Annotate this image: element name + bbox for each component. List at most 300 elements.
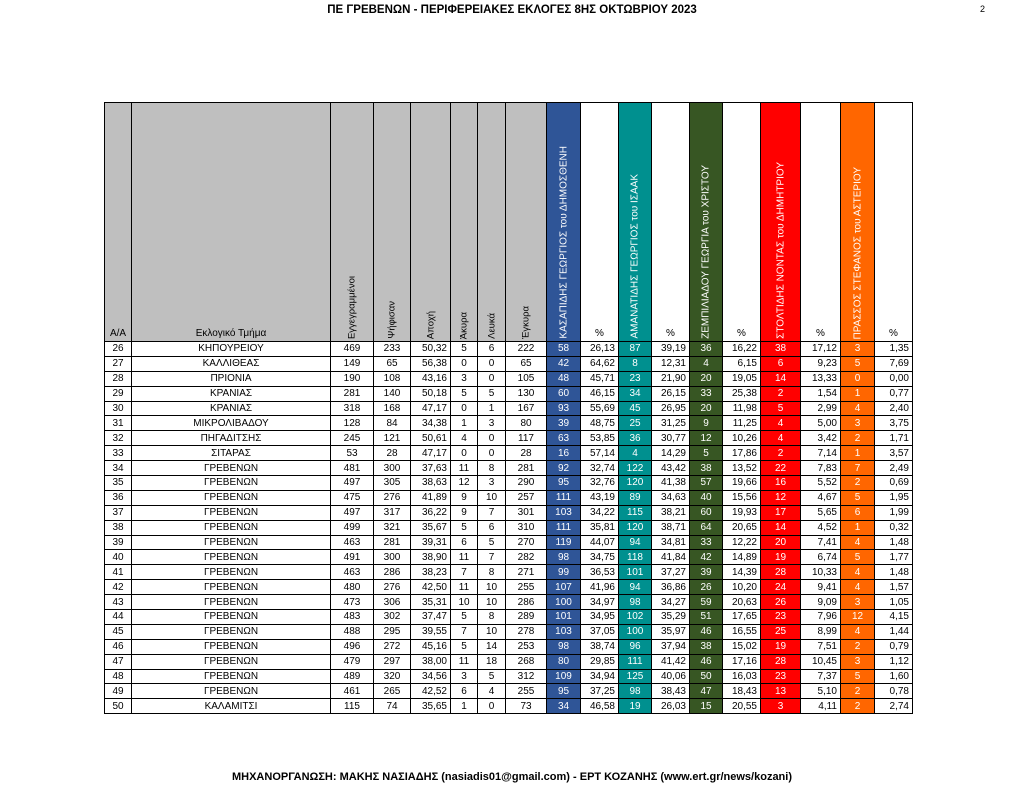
table-cell: 10 — [478, 595, 506, 610]
table-cell: 461 — [331, 684, 374, 699]
district-header: Εκλογικό Τμήμα — [132, 103, 331, 342]
candidate-4-header: ΣΤΟΛΤΙΔΗΣ ΝΟΝΤΑΣ του ΔΗΜΗΤΡΙΟΥ — [761, 103, 801, 342]
candidate-percent-cell: 2,74 — [875, 699, 913, 714]
candidate-percent-cell: 38,71 — [652, 520, 690, 535]
candidate-votes-cell: 16 — [547, 446, 581, 461]
candidate-votes-cell: 98 — [547, 550, 581, 565]
row-number-cell: 27 — [105, 356, 132, 371]
candidate-votes-cell: 24 — [761, 580, 801, 595]
candidate-percent-cell: 9,41 — [801, 580, 841, 595]
candidate-votes-cell: 25 — [619, 416, 652, 431]
row-number-cell: 32 — [105, 431, 132, 446]
candidate-votes-cell: 42 — [547, 356, 581, 371]
table-cell: 7 — [478, 550, 506, 565]
candidate-percent-cell: 48,75 — [581, 416, 619, 431]
table-row — [105, 505, 913, 520]
candidate-votes-cell: 111 — [547, 520, 581, 535]
table-cell: 38,63 — [411, 476, 451, 491]
district-cell: ΓΡΕΒΕΝΩΝ — [132, 565, 331, 580]
candidate-1-header: ΚΑΣΑΠΙΔΗΣ ΓΕΩΡΓΙΟΣ του ΔΗΜΟΣΘΕΝΗ — [547, 103, 581, 342]
candidate-votes-cell: 26 — [761, 595, 801, 610]
candidate-votes-cell: 46 — [690, 624, 723, 639]
candidate-votes-cell: 19 — [619, 699, 652, 714]
table-cell: 168 — [374, 401, 411, 416]
candidate-votes-cell: 16 — [761, 476, 801, 491]
row-number-cell: 34 — [105, 461, 132, 476]
candidate-votes-cell: 80 — [547, 654, 581, 669]
candidate-percent-cell: 30,77 — [652, 431, 690, 446]
candidate-percent-cell: 35,97 — [652, 624, 690, 639]
candidate-votes-cell: 5 — [841, 550, 875, 565]
table-cell: 10 — [451, 595, 478, 610]
candidate-votes-cell: 94 — [619, 580, 652, 595]
candidate-votes-cell: 34 — [619, 386, 652, 401]
table-cell: 5 — [451, 386, 478, 401]
header-row — [105, 103, 913, 342]
candidate-percent-cell: 17,16 — [723, 654, 761, 669]
table-cell: 272 — [374, 639, 411, 654]
district-cell: ΠΗΓΑΔΙΤΣΗΣ — [132, 431, 331, 446]
candidate-percent-cell: 1,95 — [875, 490, 913, 505]
candidate-votes-cell: 89 — [619, 490, 652, 505]
table-cell: 233 — [374, 342, 411, 357]
table-cell: 7 — [478, 505, 506, 520]
table-cell: 4 — [478, 684, 506, 699]
candidate-votes-cell: 119 — [547, 535, 581, 550]
candidate-votes-cell: 102 — [619, 610, 652, 625]
candidate-percent-cell: 46,58 — [581, 699, 619, 714]
table-row — [105, 580, 913, 595]
candidate-percent-cell: 10,33 — [801, 565, 841, 580]
row-number-cell: 28 — [105, 371, 132, 386]
district-cell: ΓΡΕΒΕΝΩΝ — [132, 669, 331, 684]
candidate-percent-cell: 5,52 — [801, 476, 841, 491]
table-cell: 5 — [478, 669, 506, 684]
valid-header: Έγκυρα — [506, 103, 547, 342]
candidate-percent-cell: 39,19 — [652, 342, 690, 357]
table-cell: 3 — [478, 416, 506, 431]
candidate-percent-cell: 12,31 — [652, 356, 690, 371]
table-cell: 5 — [478, 535, 506, 550]
table-row — [105, 699, 913, 714]
candidate-votes-cell: 25 — [761, 624, 801, 639]
candidate-percent-cell: 1,48 — [875, 535, 913, 550]
candidate-percent-cell: 7,69 — [875, 356, 913, 371]
table-row — [105, 610, 913, 625]
table-cell: 80 — [506, 416, 547, 431]
candidate-votes-cell: 109 — [547, 669, 581, 684]
table-row — [105, 342, 913, 357]
candidate-percent-cell: 26,03 — [652, 699, 690, 714]
candidate-percent-cell: 6,15 — [723, 356, 761, 371]
table-cell: 0 — [478, 356, 506, 371]
district-cell: ΓΡΕΒΕΝΩΝ — [132, 595, 331, 610]
candidate-percent-cell: 7,83 — [801, 461, 841, 476]
candidate-percent-cell: 9,09 — [801, 595, 841, 610]
candidate-percent-cell: 1,99 — [875, 505, 913, 520]
row-number-cell: 40 — [105, 550, 132, 565]
candidate-percent-cell: 15,02 — [723, 639, 761, 654]
table-cell: 149 — [331, 356, 374, 371]
candidate-votes-cell: 4 — [761, 416, 801, 431]
candidate-percent-cell: 2,49 — [875, 461, 913, 476]
candidate-percent-cell: 0,32 — [875, 520, 913, 535]
candidate-votes-cell: 45 — [619, 401, 652, 416]
candidate-votes-cell: 60 — [547, 386, 581, 401]
candidate-votes-cell: 98 — [619, 684, 652, 699]
table-cell: 50,61 — [411, 431, 451, 446]
candidate-votes-cell: 3 — [841, 595, 875, 610]
candidate-percent-cell: 20,63 — [723, 595, 761, 610]
table-cell: 121 — [374, 431, 411, 446]
candidate-percent-cell: 36,86 — [652, 580, 690, 595]
candidate-votes-cell: 39 — [690, 565, 723, 580]
district-cell: ΓΡΕΒΕΝΩΝ — [132, 550, 331, 565]
candidate-percent-cell: 35,29 — [652, 610, 690, 625]
table-cell: 35,31 — [411, 595, 451, 610]
candidate-votes-cell: 20 — [761, 535, 801, 550]
candidate-votes-cell: 12 — [841, 610, 875, 625]
table-cell: 5 — [478, 386, 506, 401]
row-number-cell: 42 — [105, 580, 132, 595]
candidate-votes-cell: 5 — [690, 446, 723, 461]
candidate-votes-cell: 8 — [619, 356, 652, 371]
candidate-percent-cell: 37,27 — [652, 565, 690, 580]
table-cell: 14 — [478, 639, 506, 654]
candidate-percent-cell: 6,74 — [801, 550, 841, 565]
candidate-votes-cell: 5 — [761, 401, 801, 416]
candidate-votes-cell: 95 — [547, 684, 581, 699]
candidate-percent-cell: 38,43 — [652, 684, 690, 699]
table-cell: 1 — [451, 416, 478, 431]
candidate-percent-cell: 38,21 — [652, 505, 690, 520]
candidate-percent-cell: 57,14 — [581, 446, 619, 461]
district-cell: ΓΡΕΒΕΝΩΝ — [132, 610, 331, 625]
table-cell: 480 — [331, 580, 374, 595]
candidate-votes-cell: 13 — [761, 684, 801, 699]
row-number-cell: 38 — [105, 520, 132, 535]
candidate-percent-cell: 17,65 — [723, 610, 761, 625]
table-cell: 140 — [374, 386, 411, 401]
table-cell: 255 — [506, 580, 547, 595]
candidate-percent-cell: 0,77 — [875, 386, 913, 401]
aa-header: Α/Α — [105, 103, 132, 342]
table-cell: 5 — [451, 610, 478, 625]
candidate-votes-cell: 51 — [690, 610, 723, 625]
candidate-percent-cell: 14,39 — [723, 565, 761, 580]
table-row — [105, 595, 913, 610]
table-cell: 7 — [451, 565, 478, 580]
candidate-votes-cell: 2 — [841, 699, 875, 714]
candidate-votes-cell: 28 — [761, 565, 801, 580]
district-cell: ΚΑΛΑΜΙΤΣΙ — [132, 699, 331, 714]
table-cell: 257 — [506, 490, 547, 505]
table-cell: 300 — [374, 461, 411, 476]
candidate-percent-cell: 16,22 — [723, 342, 761, 357]
table-row — [105, 639, 913, 654]
candidate-percent-cell: 1,77 — [875, 550, 913, 565]
table-cell: 295 — [374, 624, 411, 639]
table-cell: 10 — [478, 490, 506, 505]
candidate-percent-cell: 53,85 — [581, 431, 619, 446]
candidate-votes-cell: 111 — [619, 654, 652, 669]
table-row — [105, 386, 913, 401]
table-cell: 7 — [451, 624, 478, 639]
candidate-percent-cell: 34,95 — [581, 610, 619, 625]
voted-header: Ψήφισαν — [374, 103, 411, 342]
candidate-votes-cell: 58 — [547, 342, 581, 357]
table-cell: 50,32 — [411, 342, 451, 357]
candidate-percent-cell: 11,25 — [723, 416, 761, 431]
district-cell: ΓΡΕΒΕΝΩΝ — [132, 505, 331, 520]
candidate-percent-cell: 43,19 — [581, 490, 619, 505]
candidate-percent-cell: 5,00 — [801, 416, 841, 431]
candidate-percent-cell: 64,62 — [581, 356, 619, 371]
table-cell: 499 — [331, 520, 374, 535]
table-cell: 8 — [478, 461, 506, 476]
table-cell: 38,90 — [411, 550, 451, 565]
candidate-votes-cell: 14 — [761, 520, 801, 535]
table-cell: 475 — [331, 490, 374, 505]
candidate-votes-cell: 6 — [841, 505, 875, 520]
candidate-percent-cell: 34,97 — [581, 595, 619, 610]
candidate-percent-cell: 18,43 — [723, 684, 761, 699]
candidate-percent-cell: 7,37 — [801, 669, 841, 684]
district-cell: ΠΡΙΟΝΙΑ — [132, 371, 331, 386]
candidate-percent-cell: 19,05 — [723, 371, 761, 386]
table-row — [105, 431, 913, 446]
row-number-cell: 30 — [105, 401, 132, 416]
table-cell: 11 — [451, 654, 478, 669]
table-row — [105, 401, 913, 416]
candidate-votes-cell: 118 — [619, 550, 652, 565]
candidate-percent-cell: 1,60 — [875, 669, 913, 684]
table-cell: 11 — [451, 580, 478, 595]
table-cell: 167 — [506, 401, 547, 416]
candidate-percent-cell: 37,94 — [652, 639, 690, 654]
table-cell: 42,52 — [411, 684, 451, 699]
candidate-percent-cell: 0,69 — [875, 476, 913, 491]
table-cell: 276 — [374, 580, 411, 595]
candidate-votes-cell: 33 — [690, 535, 723, 550]
table-cell: 10 — [478, 580, 506, 595]
table-cell: 3 — [451, 371, 478, 386]
candidate-percent-cell: 46,15 — [581, 386, 619, 401]
candidate-percent-cell: 7,51 — [801, 639, 841, 654]
table-cell: 56,38 — [411, 356, 451, 371]
candidate-votes-cell: 5 — [841, 669, 875, 684]
candidate-percent-cell: 12,22 — [723, 535, 761, 550]
candidate-votes-cell: 57 — [690, 476, 723, 491]
table-row — [105, 416, 913, 431]
page-number: 2 — [980, 4, 986, 14]
row-number-cell: 35 — [105, 476, 132, 491]
candidate-votes-cell: 3 — [841, 416, 875, 431]
table-cell: 479 — [331, 654, 374, 669]
table-row — [105, 446, 913, 461]
candidate-2-header: ΑΜΑΝΑΤΙΔΗΣ ΓΕΩΡΓΙΟΣ του ΙΣΑΑΚ — [619, 103, 652, 342]
table-row — [105, 565, 913, 580]
candidate-votes-cell: 4 — [841, 565, 875, 580]
candidate-votes-cell: 59 — [690, 595, 723, 610]
table-cell: 463 — [331, 535, 374, 550]
candidate-votes-cell: 1 — [841, 446, 875, 461]
candidate-votes-cell: 122 — [619, 461, 652, 476]
candidate-percent-cell: 1,71 — [875, 431, 913, 446]
table-cell: 117 — [506, 431, 547, 446]
row-number-cell: 39 — [105, 535, 132, 550]
row-number-cell: 29 — [105, 386, 132, 401]
candidate-votes-cell: 100 — [619, 624, 652, 639]
candidate-percent-cell: 36,53 — [581, 565, 619, 580]
candidate-votes-cell: 3 — [841, 654, 875, 669]
district-cell: ΓΡΕΒΕΝΩΝ — [132, 461, 331, 476]
table-cell: 321 — [374, 520, 411, 535]
table-cell: 18 — [478, 654, 506, 669]
candidate-percent-cell: 29,85 — [581, 654, 619, 669]
candidate-percent-cell: 44,07 — [581, 535, 619, 550]
table-cell: 38,00 — [411, 654, 451, 669]
row-number-cell: 33 — [105, 446, 132, 461]
candidate-percent-cell: 5,10 — [801, 684, 841, 699]
candidate-votes-cell: 23 — [761, 669, 801, 684]
candidate-percent-cell: 1,54 — [801, 386, 841, 401]
candidate-3-header: ΖΕΜΠΙΛΙΑΔΟΥ ΓΕΩΡΓΙΑ του ΧΡΙΣΤΟΥ — [690, 103, 723, 342]
table-cell: 255 — [506, 684, 547, 699]
table-cell: 305 — [374, 476, 411, 491]
candidate-votes-cell: 38 — [690, 639, 723, 654]
candidate-percent-cell: 3,75 — [875, 416, 913, 431]
candidate-percent-cell: 34,75 — [581, 550, 619, 565]
candidate-percent-cell: 4,11 — [801, 699, 841, 714]
candidate-percent-cell: 1,12 — [875, 654, 913, 669]
row-number-cell: 47 — [105, 654, 132, 669]
abstention-header: Αποχή — [411, 103, 451, 342]
candidate-votes-cell: 48 — [547, 371, 581, 386]
district-cell: ΣΙΤΑΡΑΣ — [132, 446, 331, 461]
candidate-votes-cell: 3 — [841, 342, 875, 357]
percent-4-header: % — [801, 103, 841, 342]
table-cell: 42,50 — [411, 580, 451, 595]
table-cell: 282 — [506, 550, 547, 565]
candidate-votes-cell: 94 — [619, 535, 652, 550]
candidate-votes-cell: 20 — [690, 401, 723, 416]
table-row — [105, 550, 913, 565]
table-cell: 491 — [331, 550, 374, 565]
candidate-percent-cell: 14,29 — [652, 446, 690, 461]
table-cell: 0 — [478, 371, 506, 386]
table-cell: 5 — [451, 342, 478, 357]
candidate-votes-cell: 0 — [841, 371, 875, 386]
candidate-percent-cell: 5,65 — [801, 505, 841, 520]
candidate-percent-cell: 20,65 — [723, 520, 761, 535]
table-cell: 271 — [506, 565, 547, 580]
candidate-votes-cell: 101 — [619, 565, 652, 580]
table-cell: 318 — [331, 401, 374, 416]
candidate-votes-cell: 9 — [690, 416, 723, 431]
candidate-votes-cell: 96 — [619, 639, 652, 654]
table-cell: 317 — [374, 505, 411, 520]
district-cell: ΜΙΚΡΟΛΙΒΑΔΟΥ — [132, 416, 331, 431]
table-cell: 28 — [506, 446, 547, 461]
candidate-votes-cell: 26 — [690, 580, 723, 595]
table-cell: 4 — [451, 431, 478, 446]
candidate-percent-cell: 11,98 — [723, 401, 761, 416]
candidate-votes-cell: 39 — [547, 416, 581, 431]
row-number-cell: 43 — [105, 595, 132, 610]
district-cell: ΓΡΕΒΕΝΩΝ — [132, 580, 331, 595]
candidate-percent-cell: 7,96 — [801, 610, 841, 625]
table-cell: 74 — [374, 699, 411, 714]
row-number-cell: 44 — [105, 610, 132, 625]
percent-3-header: % — [723, 103, 761, 342]
candidate-percent-cell: 34,27 — [652, 595, 690, 610]
district-cell: ΚΡΑΝΙΑΣ — [132, 386, 331, 401]
candidate-percent-cell: 2,40 — [875, 401, 913, 416]
table-cell: 8 — [478, 610, 506, 625]
table-cell: 11 — [451, 461, 478, 476]
candidate-percent-cell: 32,76 — [581, 476, 619, 491]
candidate-votes-cell: 5 — [841, 490, 875, 505]
table-cell: 320 — [374, 669, 411, 684]
candidate-votes-cell: 100 — [547, 595, 581, 610]
table-cell: 481 — [331, 461, 374, 476]
candidate-percent-cell: 37,25 — [581, 684, 619, 699]
table-cell: 0 — [451, 356, 478, 371]
candidate-percent-cell: 1,35 — [875, 342, 913, 357]
candidate-votes-cell: 98 — [547, 639, 581, 654]
district-cell: ΓΡΕΒΕΝΩΝ — [132, 490, 331, 505]
table-row — [105, 520, 913, 535]
percent-2-header: % — [652, 103, 690, 342]
candidate-votes-cell: 4 — [841, 580, 875, 595]
candidate-percent-cell: 32,74 — [581, 461, 619, 476]
candidate-votes-cell: 87 — [619, 342, 652, 357]
candidate-votes-cell: 34 — [547, 699, 581, 714]
candidate-percent-cell: 3,42 — [801, 431, 841, 446]
candidate-votes-cell: 19 — [761, 639, 801, 654]
candidate-percent-cell: 43,42 — [652, 461, 690, 476]
candidate-votes-cell: 4 — [761, 431, 801, 446]
table-cell: 1 — [478, 401, 506, 416]
candidate-percent-cell: 16,55 — [723, 624, 761, 639]
candidate-percent-cell: 0,79 — [875, 639, 913, 654]
candidate-votes-cell: 40 — [690, 490, 723, 505]
district-cell: ΓΡΕΒΕΝΩΝ — [132, 520, 331, 535]
table-cell: 306 — [374, 595, 411, 610]
district-cell: ΓΡΕΒΕΝΩΝ — [132, 654, 331, 669]
table-cell: 84 — [374, 416, 411, 431]
candidate-percent-cell: 16,03 — [723, 669, 761, 684]
invalid-header: Άκυρα — [451, 103, 478, 342]
candidate-percent-cell: 15,56 — [723, 490, 761, 505]
table-cell: 222 — [506, 342, 547, 357]
candidate-votes-cell: 14 — [761, 371, 801, 386]
table-cell: 41,89 — [411, 490, 451, 505]
candidate-percent-cell: 7,14 — [801, 446, 841, 461]
table-cell: 286 — [374, 565, 411, 580]
table-cell: 0 — [451, 446, 478, 461]
candidate-votes-cell: 95 — [547, 476, 581, 491]
candidate-votes-cell: 2 — [761, 386, 801, 401]
table-cell: 10 — [478, 624, 506, 639]
candidate-votes-cell: 42 — [690, 550, 723, 565]
candidate-percent-cell: 1,44 — [875, 624, 913, 639]
table-cell: 312 — [506, 669, 547, 684]
candidate-votes-cell: 19 — [761, 550, 801, 565]
table-cell: 53 — [331, 446, 374, 461]
candidate-votes-cell: 38 — [761, 342, 801, 357]
